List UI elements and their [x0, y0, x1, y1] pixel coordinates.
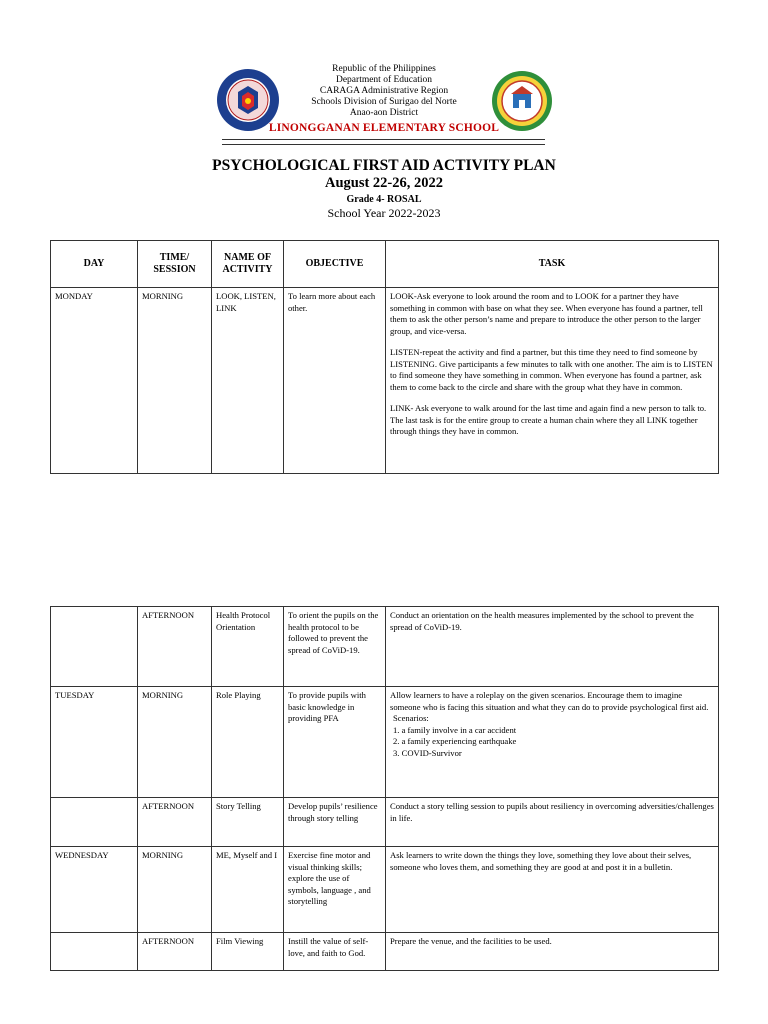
time-cell: AFTERNOON [138, 607, 212, 687]
header-line: Anao-aon District [349, 108, 419, 118]
task-cell: Ask learners to write down the things they love, something they love about their selves, someone who loves them, and something they are good at and post it in a bulletin. [386, 847, 719, 933]
page-title: PSYCHOLOGICAL FIRST AID ACTIVITY PLAN [212, 157, 556, 174]
date-range: August 22-26, 2022 [324, 175, 444, 191]
task-cell: Conduct an orientation on the health measures implemented by the school to prevent the spread of CoViD-19. [386, 607, 719, 687]
scenario-item: 1. a family involve in a car accident [393, 724, 517, 735]
task-cell: Conduct a story telling session to pupils about resiliency in overcoming adversities/challenges in life. [386, 798, 719, 847]
table-row [51, 933, 719, 971]
letterhead [0, 64, 768, 134]
col-header-objective: OBJECTIVE [284, 241, 386, 288]
school-name: LINONGGANAN ELEMENTARY SCHOOL [268, 122, 500, 134]
header-divider [222, 139, 545, 145]
activity-table-page2 [50, 606, 719, 971]
col-header-task: TASK [386, 241, 719, 288]
school-year: School Year 2022-2023 [327, 206, 441, 220]
objective-cell: To provide pupils with basic knowledge in providing PFA [284, 687, 386, 798]
activity-cell: Film Viewing [212, 933, 284, 971]
header-line: Department of Education [335, 75, 433, 85]
objective-cell: To learn more about each other. [284, 288, 386, 474]
day-cell [51, 798, 138, 847]
col-header-activity: NAME OF ACTIVITY [212, 241, 284, 288]
header-line: Schools Division of Surigao del Norte [311, 97, 457, 107]
activity-cell: Story Telling [212, 798, 284, 847]
task-paragraph: LINK- Ask everyone to walk around for the last time and again find a new person to talk to. The last task is for the entire group to create a human chain where they all LINK together through things they have in common. [390, 403, 707, 436]
day-cell: WEDNESDAY [51, 847, 138, 933]
activity-cell: ME, Myself and I [212, 847, 284, 933]
time-cell: AFTERNOON [138, 933, 212, 971]
task-cell: Prepare the venue, and the facilities to be used. [386, 933, 719, 971]
col-header-day: DAY [51, 241, 138, 288]
activity-cell: LOOK, LISTEN, LINK [212, 288, 284, 474]
header-line: Republic of the Philippines [332, 64, 436, 74]
day-cell: MONDAY [51, 288, 138, 474]
table-row [51, 798, 719, 847]
header-line: CARAGA Administrative Region [319, 86, 449, 96]
table-row [51, 687, 719, 798]
activity-cell: Role Playing [212, 687, 284, 798]
task-paragraph: LOOK-Ask everyone to look around the room and to LOOK for a partner they have something in common with base on what they see. When everyone has found a partner, tell them to ask the other person’s name and prepare to introduce the other person to the larger group, and vice-versa. [390, 291, 703, 336]
time-cell: MORNING [138, 847, 212, 933]
day-cell [51, 607, 138, 687]
day-cell [51, 933, 138, 971]
task-paragraph: LISTEN-repeat the activity and find a partner, but this time they need to find someone by LISTENING. Give participants a few minutes to talk with one another. The aim is to LISTEN to find someone they have something in common. When everyone has found a partner, ask them to come back to the circle and share with the group what they have in common. [390, 347, 713, 392]
task-cell [386, 687, 719, 798]
time-cell: MORNING [138, 288, 212, 474]
activity-table-page1 [50, 240, 719, 474]
day-cell: TUESDAY [51, 687, 138, 798]
objective-cell: Exercise fine motor and visual thinking skills; explore the use of symbols, language , and storytelling [284, 847, 386, 933]
table-row [51, 847, 719, 933]
objective-cell: Develop pupils’ resilience through story telling [284, 798, 386, 847]
task-cell [386, 288, 719, 474]
scenario-item: 3. COVID-Survivor [393, 747, 462, 758]
scenarios-label: Scenarios: [393, 713, 429, 723]
time-cell: AFTERNOON [138, 798, 212, 847]
table-row [51, 607, 719, 687]
objective-cell: To orient the pupils on the health protocol to be followed to prevent the spread of CoViD-19. [284, 607, 386, 687]
col-header-time: TIME/ SESSION [138, 241, 212, 288]
task-paragraph: Allow learners to have a roleplay on the given scenarios. Encourage them to imagine someone who is facing this situation and what they can do to provide psychological first aid. [390, 690, 709, 712]
grade-section: Grade 4- ROSAL [346, 194, 422, 205]
time-cell: MORNING [138, 687, 212, 798]
activity-cell: Health Protocol Orientation [212, 607, 284, 687]
table-row [51, 288, 719, 474]
scenario-item: 2. a family experiencing earthquake [393, 736, 517, 746]
objective-cell: Instill the value of self-love, and faith to God. [284, 933, 386, 971]
